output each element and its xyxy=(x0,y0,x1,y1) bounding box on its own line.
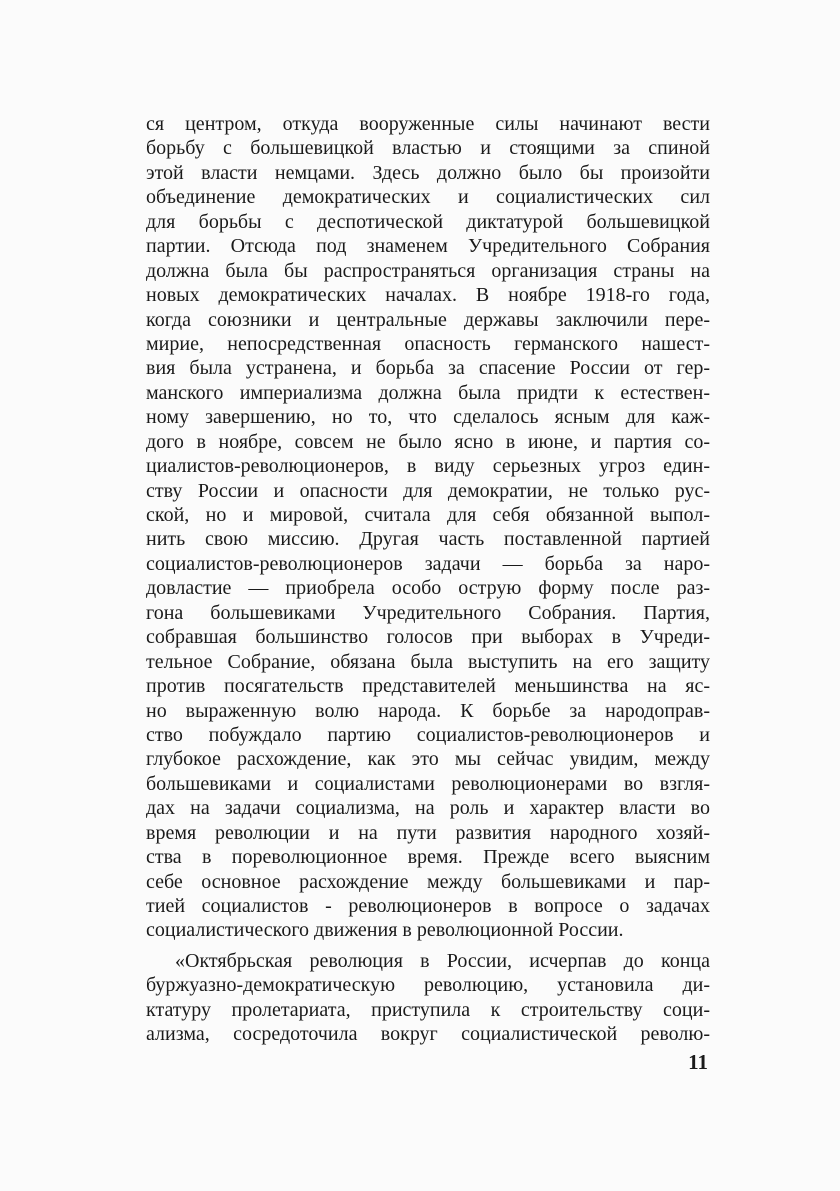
text-line: вия была устранена, и борьба за спасение России от гер- xyxy=(146,357,710,380)
text-line: ному завершению, но то, что сделалось ясным для каж- xyxy=(146,406,710,429)
text-line: ализма, сосредоточила вокруг социалистической револю- xyxy=(146,1023,710,1046)
text-line: большевиками и социалистами революционерами во взгля- xyxy=(146,772,710,795)
page-number: 11 xyxy=(688,1050,708,1074)
text-line: ству России и опасности для демократии, не только рус- xyxy=(146,479,710,502)
text-line: против посягательств представителей меньшинства на яс- xyxy=(146,675,710,698)
paragraph xyxy=(146,949,710,1047)
text-line: довластие — приобрела особо острую форму после раз- xyxy=(146,577,710,600)
text-line: дого в ноябре, совсем не было ясно в июне, и партия со- xyxy=(146,430,710,453)
text-line: социалистов-революционеров задачи — борьба за наро- xyxy=(146,552,710,575)
text-line: буржуазно-демократическую революцию, установила ди- xyxy=(146,974,710,997)
text-line: манского империализма должна была придти к естествен- xyxy=(146,381,710,404)
text-line: ктатуру пролетариата, приступила к строительству соци- xyxy=(146,998,710,1021)
text-line: тельное Собрание, обязана была выступить на его защиту xyxy=(146,650,710,673)
text-line: глубокое расхождение, как это мы сейчас увидим, между xyxy=(146,748,710,771)
text-line: «Октябрьская революция в России, исчерпав до конца xyxy=(175,949,710,972)
text-line: время революции и на пути развития народного хозяй- xyxy=(146,821,710,844)
text-line: себе основное расхождение между большевиками и пар- xyxy=(146,870,710,893)
text-line: когда союзники и центральные державы заключили пере- xyxy=(146,308,710,331)
text-line: гона большевиками Учредительного Собрания. Партия, xyxy=(146,601,710,624)
text-line: партии. Отсюда под знаменем Учредительного Собрания xyxy=(146,235,710,258)
text-line: ся центром, откуда вооруженные силы начинают вести xyxy=(146,113,710,135)
text-line: для борьбы с деспотической диктатурой большевицкой xyxy=(146,210,710,233)
text-line: тией социалистов - революционеров в вопросе о задачах xyxy=(146,895,710,917)
text-line: собравшая большинство голосов при выборах в Учреди- xyxy=(146,626,710,649)
text-line: борьбу с большевицкой властью и стоящими за спиной xyxy=(146,137,710,160)
text-line: мирие, непосредственная опасность германского нашест- xyxy=(146,332,710,355)
text-line: этой власти немцами. Здесь должно было бы произойти xyxy=(146,161,710,184)
text-line: социалистического движения в революционной России. xyxy=(146,919,624,942)
body-text xyxy=(146,112,710,1047)
text-line: должна была бы распространяться организация страны на xyxy=(146,259,710,282)
text-line: дах на задачи социализма, на роль и характер власти во xyxy=(146,797,710,820)
text-line: циалистов-революционеров, в виду серьезных угроз един- xyxy=(146,455,710,478)
text-line: новых демократических началах. В ноябре 1918-го года, xyxy=(146,284,710,307)
text-line: но выраженную волю народа. К борьбе за народоправ- xyxy=(146,699,710,722)
text-line: ской, но и мировой, считала для себя обязанной выпол- xyxy=(146,504,710,526)
paragraph xyxy=(146,112,710,943)
text-line: ства в пореволюционное время. Прежде всего выясним xyxy=(146,846,710,869)
text-line: ство побуждало партию социалистов-революционеров и xyxy=(146,723,710,746)
text-line: объединение демократических и социалистических сил xyxy=(146,186,710,209)
text-line: нить свою миссию. Другая часть поставленной партией xyxy=(146,528,710,551)
